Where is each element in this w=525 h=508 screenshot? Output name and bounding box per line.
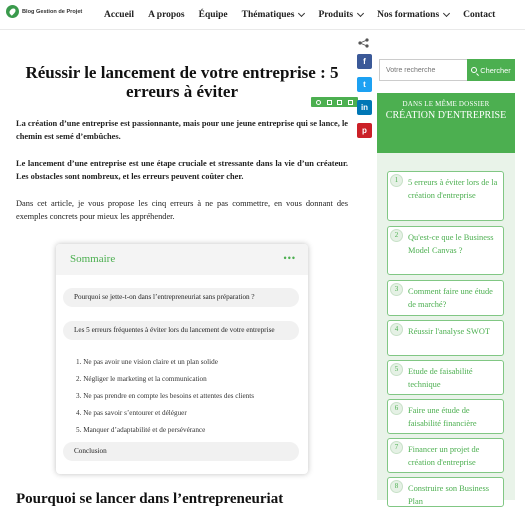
block-toolbar[interactable] [311, 97, 358, 107]
dossier-item-label: Etude de faisabilité technique [408, 367, 473, 389]
nav-label: Équipe [198, 10, 228, 20]
table-of-contents [56, 244, 308, 474]
dossier-kicker: DANS LE MÊME DOSSIER [402, 100, 490, 108]
dossier-item-label: Réussir l'analyse SWOT [408, 327, 490, 336]
dossier-name: CRÉATION D'ENTREPRISE [385, 110, 507, 121]
nav-label: Accueil [104, 10, 135, 20]
search-icon [471, 67, 477, 73]
dossier-header [377, 93, 515, 153]
search-button-label: Chercher [480, 65, 511, 75]
dossier-item-label: 5 erreurs à éviter lors de la création d'entreprise [408, 178, 498, 200]
search-input[interactable] [379, 59, 467, 81]
facebook-share-button[interactable] [357, 54, 372, 69]
twitter-share-button[interactable] [357, 77, 372, 92]
dossier-item-number: 1 [390, 174, 403, 187]
related-dossier [377, 93, 515, 506]
nav-produits[interactable] [318, 10, 363, 20]
dossier-item-label: Faire une étude de faisabilité financière [408, 406, 477, 428]
toc-subitem-link[interactable]: 3. Ne pas prendre en compte les besoins et attentes des clients [76, 392, 255, 400]
chevron-down-icon [298, 10, 305, 17]
nav-label: Contact [463, 10, 496, 20]
move-icon[interactable] [316, 100, 321, 105]
dossier-item-label: Construire son Business Plan [408, 484, 489, 506]
dossier-item[interactable] [387, 399, 504, 434]
dossier-item-number: 3 [390, 283, 403, 296]
chevron-down-icon [443, 10, 450, 17]
dossier-item-number: 8 [390, 480, 403, 493]
dossier-item-label: Financer un projet de création d'entreprise [408, 445, 480, 467]
share-icon [357, 38, 371, 48]
dossier-item[interactable] [387, 477, 504, 507]
toc-header[interactable] [56, 244, 308, 275]
page-title: Réussir le lancement de votre entreprise : 5 erreurs à éviter [25, 63, 339, 101]
toc-subitem-link[interactable]: 5. Manquer d’adaptabilité et de persévérance [76, 426, 206, 434]
share-bar [357, 36, 373, 146]
toc-title: Sommaire [70, 253, 116, 265]
main-nav [104, 0, 509, 30]
pinterest-share-button[interactable] [357, 123, 372, 138]
linkedin-icon: in [360, 103, 369, 112]
dossier-item-number: 2 [390, 229, 403, 242]
toc-subitem-link[interactable]: 4. Ne pas savoir s’entourer et déléguer [76, 409, 187, 417]
article [16, 30, 348, 224]
dossier-item[interactable] [387, 226, 504, 275]
toc-subitem-link[interactable]: 2. Négliger le marketing et la communication [76, 375, 207, 383]
site-header [0, 0, 525, 30]
dossier-item-number: 5 [390, 363, 403, 376]
intro-paragraph-3: Dans cet article, je vous propose les cinq erreurs à ne pas commettre, en vous donnant des exemples concrets pour mieux les appréhender. [16, 199, 348, 221]
next-heading: Pourquoi se lancer dans l’entrepreneuriat [16, 491, 284, 507]
duplicate-icon[interactable] [327, 100, 332, 105]
facebook-icon: f [363, 57, 366, 66]
nav-thematiques[interactable] [242, 10, 305, 20]
pinterest-icon: p [362, 126, 367, 135]
twitter-icon: t [363, 80, 366, 89]
nav-label: A propos [148, 10, 185, 20]
dossier-item[interactable] [387, 360, 504, 395]
nav-label: Produits [318, 10, 354, 20]
dossier-item[interactable] [387, 320, 504, 356]
dossier-item[interactable] [387, 438, 504, 473]
linkedin-share-button[interactable] [357, 100, 372, 115]
copy-icon[interactable] [337, 100, 342, 105]
dossier-item-number: 6 [390, 402, 403, 415]
dossier-item-number: 4 [390, 323, 403, 336]
intro-paragraph-1: La création d’une entreprise est passionnante, mais pour une jeune entreprise qui se lance, le chemin est semé d’embûches. [16, 119, 348, 141]
nav-label: Nos formations [377, 10, 440, 20]
nav-nos-formations[interactable] [377, 10, 449, 20]
more-options-icon[interactable]: ••• [283, 253, 296, 263]
dossier-item[interactable] [387, 171, 504, 221]
dossier-item-label: Qu'est-ce que le Business Model Canvas ? [408, 233, 494, 255]
search-button[interactable] [467, 59, 515, 81]
leaf-logo-icon [6, 5, 19, 18]
toc-section-link[interactable]: Pourquoi se jette-t-on dans l’entrepreneuriat sans préparation ? [63, 288, 299, 307]
nav-equipe[interactable] [199, 10, 228, 20]
nav-label: Thématiques [241, 10, 295, 20]
delete-icon[interactable] [348, 100, 353, 105]
chevron-down-icon [357, 10, 364, 17]
toc-subitem-link[interactable]: 1. Ne pas avoir une vision claire et un plan solide [76, 358, 218, 366]
intro-paragraph-2: Le lancement d’une entreprise est une étape cruciale et stressante dans la vie d’un créateur. Les obstacles sont nombreux, et les erreurs peuvent coûter cher. [16, 159, 348, 181]
dossier-item-number: 7 [390, 441, 403, 454]
logo-text: Blog Gestion de Projet [22, 8, 83, 15]
dossier-item[interactable] [387, 280, 504, 316]
dossier-item-label: Comment faire une étude de marché? [408, 287, 493, 309]
nav-accueil[interactable] [104, 10, 134, 20]
toc-section-link[interactable]: Les 5 erreurs fréquentes à éviter lors du lancement de votre entreprise [63, 321, 299, 340]
toc-section-link[interactable]: Conclusion [63, 442, 299, 461]
nav-a-propos[interactable] [148, 10, 185, 20]
nav-contact[interactable] [463, 10, 495, 20]
site-logo[interactable] [6, 5, 82, 18]
